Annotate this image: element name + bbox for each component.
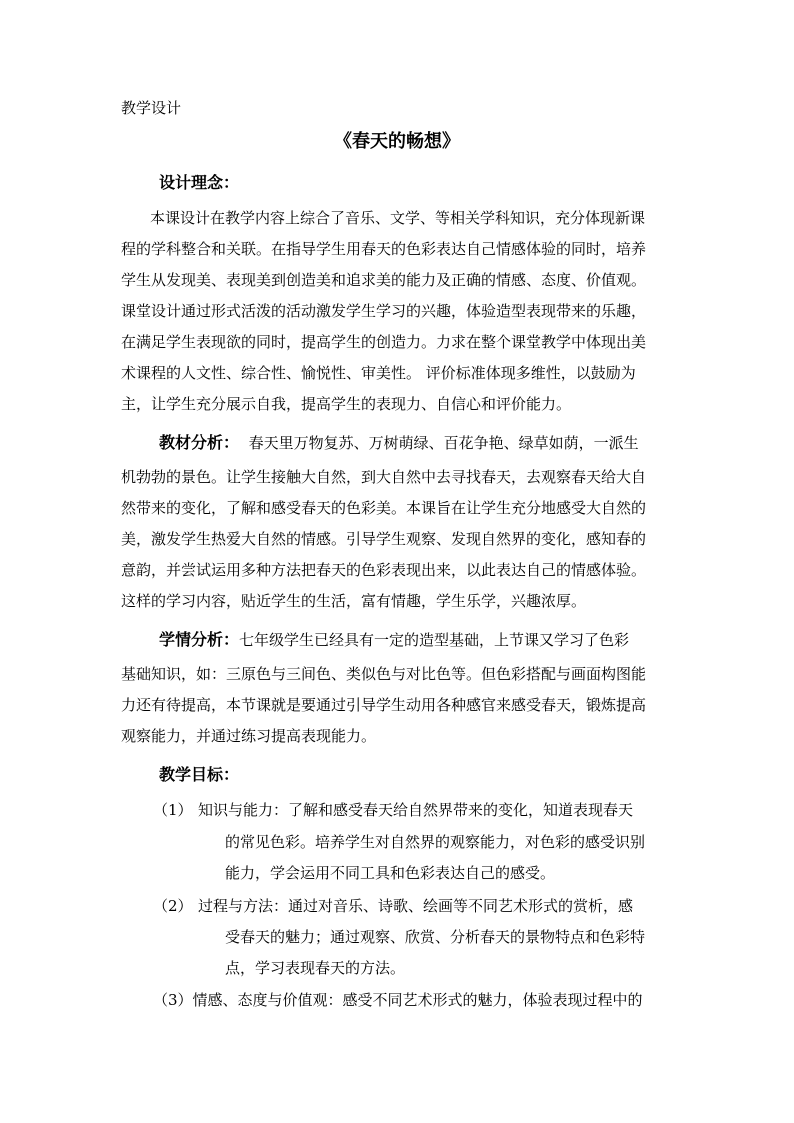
paragraph-line: 本课设计在教学内容上综合了音乐、文学、等相关学科知识，充分体现新课 xyxy=(150,209,646,227)
paragraph-line: 然带来的变化，了解和感受春天的色彩美。本课旨在让学生充分地感受大自然的 xyxy=(121,499,647,517)
section-heading-material-analysis: 教材分析： xyxy=(159,433,240,452)
header-label: 教学设计 xyxy=(121,99,182,117)
goal-line xyxy=(153,800,633,820)
paragraph-line: 学生从发现美、表现美到创造美和追求美的能力及正确的情感、态度、价值观。 xyxy=(121,271,647,289)
paragraph-line: 观察能力，并通过练习提高表现能力。 xyxy=(121,727,377,745)
goal-line: 能力，学会运用不同工具和色彩表达自己的感受。 xyxy=(225,864,556,882)
paragraph-line: 这样的学习内容，贴近学生的生活，富有情趣，学生乐学，兴趣浓厚。 xyxy=(121,592,587,610)
goal-number: （2） xyxy=(153,897,193,915)
paragraph-line: 基础知识，如：三原色与三间色、类似色与对比色等。但色彩搭配与画面构图能 xyxy=(121,665,647,683)
section-heading-learner-analysis: 学情分析： xyxy=(159,630,240,649)
goal-line: 受春天的魅力；通过观察、欣赏、分析春天的景物特点和色彩特 xyxy=(225,928,646,946)
section-heading-teaching-goals: 教学目标： xyxy=(159,765,240,784)
goal-line xyxy=(153,990,643,1010)
paragraph-line: 意韵，并尝试运用多种方法把春天的色彩表现出来，以此表达自己的情感体验。 xyxy=(121,561,647,579)
paragraph-line: 美，激发学生热爱大自然的情感。引导学生观察、发现自然界的变化，感知春的 xyxy=(121,530,647,548)
goal-text: 知识与能力：了解和感受春天给自然界带来的变化，知道表现春天 xyxy=(198,801,634,819)
goal-line: 点，学习表现春天的方法。 xyxy=(225,959,406,977)
goal-line xyxy=(153,896,633,916)
paragraph-text: 春天里万物复苏、万树萌绿、百花争艳、绿草如荫，一派生 xyxy=(248,434,639,452)
goal-number: （1） xyxy=(153,801,193,819)
paragraph-line: 在满足学生表现欲的同时，提高学生的创造力。力求在整个课堂教学中体现出美 xyxy=(121,333,647,351)
paragraph-line: 程的学科整合和关联。在指导学生用春天的色彩表达自己情感体验的同时，培养 xyxy=(121,240,647,258)
paragraph-line xyxy=(159,433,639,453)
document-title: 《春天的畅想》 xyxy=(334,131,460,152)
section-heading-design-concept: 设计理念： xyxy=(159,173,240,192)
goal-text: 情感、态度与价值观：感受不同艺术形式的魅力，体验表现过程中的 xyxy=(192,991,643,1009)
goal-number: （3） xyxy=(153,991,193,1009)
paragraph-line: 机勃勃的景色。让学生接触大自然，到大自然中去寻找春天，去观察春天给大自 xyxy=(121,468,647,486)
goal-text: 过程与方法：通过对音乐、诗歌、绘画等不同艺术形式的赏析，感 xyxy=(198,897,634,915)
paragraph-line: 术课程的人文性、综合性、愉悦性、审美性。 评价标准体现多维性，以鼓励为 xyxy=(121,364,636,382)
paragraph-line xyxy=(159,630,629,650)
paragraph-line: 主，让学生充分展示自我，提高学生的表现力、自信心和评价能力。 xyxy=(121,395,572,413)
goal-line: 的常见色彩。培养学生对自然界的观察能力，对色彩的感受识别 xyxy=(225,833,646,851)
paragraph-text: 七年级学生已经具有一定的造型基础，上节课又学习了色彩 xyxy=(239,631,630,649)
paragraph-line: 课堂设计通过形式活泼的活动激发学生学习的兴趣，体验造型表现带来的乐趣， xyxy=(121,302,647,320)
paragraph-line: 力还有待提高，本节课就是要通过引导学生动用各种感官来感受春天，锻炼提高 xyxy=(121,696,647,714)
